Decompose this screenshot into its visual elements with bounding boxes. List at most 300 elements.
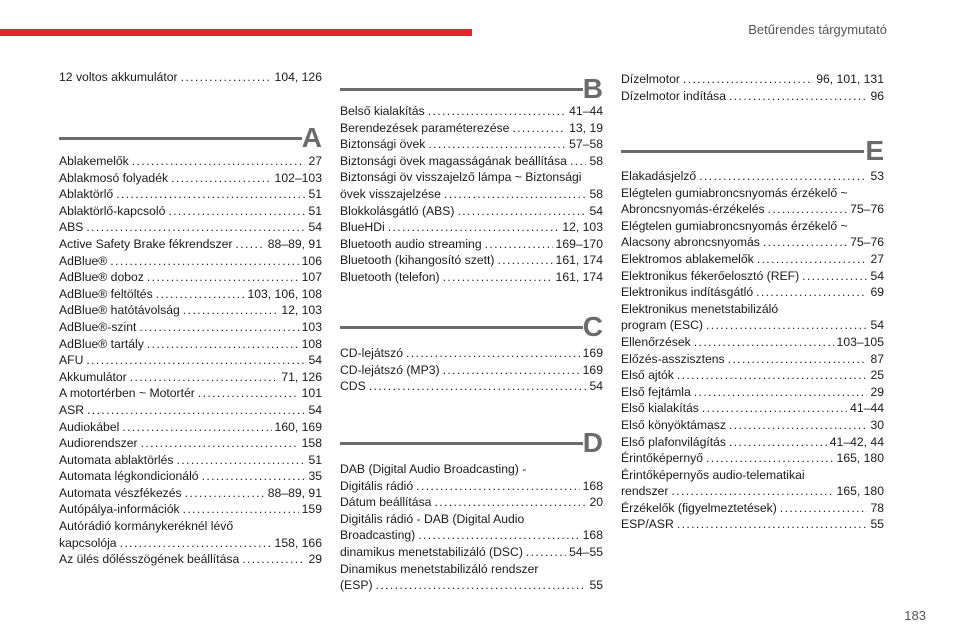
index-entry-text: AdBlue®-szint <box>59 319 137 334</box>
heading-letter: A <box>301 122 322 153</box>
dot-leader <box>185 485 265 502</box>
index-entry-pages: 106 <box>301 253 322 268</box>
index-entry-text: Abroncsnyomás-érzékelés <box>621 202 765 217</box>
index-entry-text: (ESP) <box>340 578 373 593</box>
index-entry-text: Blokkolásgátló (ABS) <box>340 203 455 218</box>
index-entry-pages: 58 <box>589 186 603 201</box>
index-entry-row <box>59 535 322 552</box>
index-entry-text: AdBlue® tartály <box>59 336 144 351</box>
index-entry-row <box>59 186 322 203</box>
index-entry-text: program (ESC) <box>621 318 703 333</box>
index-entry-pages: 168 <box>582 528 603 543</box>
index-entry <box>340 120 603 137</box>
index-entry-text: Ablakmosó folyadék <box>59 170 169 185</box>
heading-rule <box>340 88 583 91</box>
dot-leader <box>768 201 848 218</box>
index-entry-row <box>59 236 322 253</box>
header-accent-bar <box>0 29 472 36</box>
dot-leader <box>147 336 299 353</box>
index-entry-pages: 27 <box>308 154 322 168</box>
dot-leader <box>147 269 299 286</box>
index-entry-text: AdBlue® <box>59 253 108 268</box>
index-entry <box>59 170 322 187</box>
index-entry <box>59 419 322 436</box>
index-entry-text: Dátum beállítása <box>340 495 432 510</box>
index-entry <box>59 253 322 270</box>
index-entry-text-line: Elégtelen gumiabroncsnyomás érzékelő ~ <box>621 185 848 200</box>
dot-leader <box>139 319 298 336</box>
index-entry-row <box>59 385 322 402</box>
dot-leader <box>434 494 586 511</box>
index-entry-pages: 169 <box>582 346 603 360</box>
index-entry-text: Első ajtók <box>621 368 674 383</box>
index-entry <box>621 284 884 301</box>
index-entry <box>621 351 884 368</box>
index-entry-pages: 104, 126 <box>274 70 322 84</box>
index-entry-text: Bluetooth audio streaming <box>340 236 482 251</box>
dot-leader <box>376 577 587 594</box>
index-entry <box>59 452 322 469</box>
index-entry-pages: 58 <box>589 153 603 168</box>
dot-leader <box>512 120 566 137</box>
index-entry-row <box>621 251 884 268</box>
index-entry-text: Dízelmotor indítása <box>621 88 726 103</box>
index-entry <box>59 236 322 253</box>
index-entry <box>59 69 322 86</box>
index-entry-pages: 54 <box>308 402 322 417</box>
index-entry-text: ABS <box>59 220 84 235</box>
index-entry-row <box>340 544 603 561</box>
index-entry <box>59 435 322 452</box>
index-entry-row <box>340 186 603 203</box>
index-entry-row <box>59 153 322 170</box>
index-entry-text: ASR <box>59 402 85 417</box>
index-entry <box>59 336 322 353</box>
index-section-pre <box>59 69 322 86</box>
index-entry-text: Elektromos ablakemelők <box>621 251 754 266</box>
heading-letter: C <box>582 311 603 342</box>
dot-leader <box>702 400 847 417</box>
index-entry <box>59 485 322 502</box>
index-entry-row <box>340 153 603 170</box>
index-entry <box>340 153 603 170</box>
index-section-d <box>340 461 603 594</box>
index-entry <box>340 544 603 561</box>
index-entry-pages: 96, 101, 131 <box>816 72 884 86</box>
dot-leader <box>235 236 264 253</box>
index-entry-pages: 54 <box>308 353 322 368</box>
index-entry-row <box>59 468 322 485</box>
index-entry-row <box>59 203 322 220</box>
index-entry-text: Berendezések paraméterezése <box>340 120 510 135</box>
heading-rule <box>59 137 302 140</box>
index-entry-row <box>59 219 322 236</box>
dot-leader <box>677 367 868 384</box>
index-entry-pages: 29 <box>308 552 322 567</box>
index-entry-text: CD-lejátszó <box>340 346 403 360</box>
index-entry <box>59 468 322 485</box>
index-entry-text: Broadcasting) <box>340 528 416 543</box>
index-entry-text: Automata légkondicionáló <box>59 469 199 484</box>
index-entry-pages: 75–76 <box>850 202 884 217</box>
index-entry-row <box>621 351 884 368</box>
dot-leader <box>728 351 868 368</box>
index-entry-pages: 57–58 <box>569 137 603 152</box>
index-entry-text: Ablaktörlő <box>59 187 114 202</box>
heading-letter: D <box>582 427 603 458</box>
dot-leader <box>168 203 305 220</box>
index-entry-row <box>59 485 322 502</box>
page-number: 183 <box>904 608 926 623</box>
index-entry-row <box>59 253 322 270</box>
index-entry-pages: 103, 106, 108 <box>247 286 322 301</box>
index-entry-pages: 53 <box>870 169 884 183</box>
dot-leader <box>183 302 279 319</box>
index-entry <box>621 450 884 467</box>
index-entry-text: Elektronikus indításgátló <box>621 285 754 300</box>
index-entry <box>621 71 884 88</box>
index-entry-row <box>340 219 603 236</box>
index-entry-row <box>340 478 603 495</box>
index-entry-pages: 103–105 <box>836 334 884 349</box>
dot-leader <box>706 317 867 334</box>
index-entry-text: Bluetooth (telefon) <box>340 269 440 284</box>
dot-leader <box>171 170 271 187</box>
index-section-pre <box>621 71 884 104</box>
index-entry <box>621 467 884 500</box>
heading-letter: E <box>865 135 884 166</box>
index-entry-row <box>340 345 603 362</box>
index-entry <box>621 251 884 268</box>
index-entry <box>340 494 603 511</box>
index-entry-pages: 87 <box>870 351 884 366</box>
heading-rule <box>621 150 864 153</box>
index-entry <box>59 286 322 303</box>
index-entry-row <box>621 234 884 251</box>
index-entry-row <box>340 527 603 544</box>
index-entry-text: Ablaktörlő-kapcsoló <box>59 203 166 218</box>
index-entry-row <box>59 269 322 286</box>
dot-leader <box>120 535 272 552</box>
dot-leader <box>183 501 299 518</box>
dot-leader <box>443 269 553 286</box>
dot-leader <box>570 153 586 170</box>
index-entry-pages: 41–42, 44 <box>829 434 884 449</box>
index-entry <box>59 369 322 386</box>
index-entry <box>340 362 603 379</box>
dot-leader <box>198 385 299 402</box>
dot-leader <box>181 69 272 86</box>
dot-leader <box>406 345 580 362</box>
index-entry <box>621 334 884 351</box>
index-entry-text: Első könyöktámasz <box>621 417 726 432</box>
index-entry <box>340 219 603 236</box>
index-entry <box>340 252 603 269</box>
index-section-a <box>59 153 322 568</box>
index-entry <box>621 88 884 105</box>
index-entry <box>621 268 884 285</box>
dot-leader <box>177 452 306 469</box>
index-entry-pages: 12, 103 <box>281 303 322 318</box>
index-entry <box>621 218 884 251</box>
index-entry-pages: 41–44 <box>569 104 603 118</box>
index-entry-row <box>621 317 884 334</box>
index-entry-row <box>621 168 884 185</box>
index-entry-text: Biztonsági övek magasságának beállítása <box>340 153 567 168</box>
index-entry-text: Első fejtámla <box>621 384 691 399</box>
index-entry-pages: 158, 166 <box>274 535 322 550</box>
index-entry-row <box>59 435 322 452</box>
index-entry-pages: 101 <box>301 386 322 401</box>
index-entry <box>59 385 322 402</box>
index-entry-text: Bluetooth (kihangosító szett) <box>340 253 495 268</box>
index-entry-pages: 88–89, 91 <box>267 485 322 500</box>
index-entry-pages: 88–89, 91 <box>267 236 322 251</box>
index-entry <box>340 511 603 544</box>
heading-rule <box>340 326 583 329</box>
index-entry-row <box>59 452 322 469</box>
index-entry-text: Ellenőrzések <box>621 334 691 349</box>
index-entry-pages: 161, 174 <box>555 253 603 268</box>
dot-leader <box>418 527 579 544</box>
index-entry <box>340 269 603 286</box>
index-entry-text: kapcsolója <box>59 535 117 550</box>
dot-leader <box>706 450 834 467</box>
index-entry-row <box>340 120 603 137</box>
index-entry-text: Alacsony abroncsnyomás <box>621 235 760 250</box>
index-entry-row <box>621 400 884 417</box>
letter-heading-d <box>340 428 603 462</box>
index-entry-pages: 54 <box>870 268 884 283</box>
index-entry-pages: 54 <box>589 203 603 218</box>
dot-leader <box>780 500 868 517</box>
index-entry-pages: 71, 126 <box>281 369 322 384</box>
index-entry-text: BlueHDi <box>340 220 385 235</box>
index-entry <box>621 434 884 451</box>
dot-leader <box>86 352 305 369</box>
index-entry-text: Digitális rádió <box>340 478 414 493</box>
index-entry <box>59 153 322 170</box>
index-entry-row <box>621 417 884 434</box>
index-entry-pages: 54 <box>870 318 884 333</box>
index-entry-text-line: Digitális rádió - DAB (Digital Audio <box>340 511 525 526</box>
index-entry <box>621 417 884 434</box>
index-entry-pages: 54 <box>589 379 603 394</box>
index-entry-row <box>621 384 884 401</box>
dot-leader <box>671 483 833 500</box>
index-entry <box>59 186 322 203</box>
index-entry-row <box>621 88 884 105</box>
index-entry <box>59 518 322 551</box>
dot-leader <box>756 284 867 301</box>
heading-rule <box>340 442 583 445</box>
index-entry-text: CD-lejátszó (MP3) <box>340 362 440 377</box>
index-entry-pages: 161, 174 <box>555 269 603 284</box>
dot-leader <box>369 378 587 395</box>
index-entry-row <box>621 334 884 351</box>
index-entry-pages: 41–44 <box>850 401 884 416</box>
dot-leader <box>428 103 566 120</box>
index-entry-pages: 12, 103 <box>562 220 603 235</box>
index-entry-text: Ablakemelők <box>59 154 129 168</box>
index-entry-pages: 20 <box>589 495 603 510</box>
index-entry-row <box>621 450 884 467</box>
dot-leader <box>443 362 580 379</box>
dot-leader <box>677 516 868 533</box>
dot-leader <box>485 236 553 253</box>
index-entry <box>621 500 884 517</box>
index-entry-pages: 69 <box>870 285 884 300</box>
index-entry-text: Autópálya-információk <box>59 502 180 517</box>
index-entry-row <box>621 367 884 384</box>
dot-leader <box>87 402 305 419</box>
index-entry-pages: 165, 180 <box>836 484 884 499</box>
index-entry-pages: 25 <box>870 368 884 383</box>
index-entry <box>621 384 884 401</box>
index-entry-text: Elektronikus fékerőelosztó (REF) <box>621 268 800 283</box>
dot-leader <box>729 88 867 105</box>
index-entry-row <box>340 269 603 286</box>
page-header-title: Betűrendes tárgymutató <box>748 22 887 37</box>
index-entry <box>621 301 884 334</box>
index-entry-text-line: DAB (Digital Audio Broadcasting) - <box>340 462 527 476</box>
index-entry <box>59 269 322 286</box>
index-entry-row <box>621 201 884 218</box>
index-entry-row <box>59 352 322 369</box>
index-entry-text: AdBlue® doboz <box>59 270 144 285</box>
dot-leader <box>729 417 867 434</box>
dot-leader <box>428 136 566 153</box>
index-entry-row <box>59 302 322 319</box>
dot-leader <box>132 153 306 170</box>
index-entry-row <box>59 369 322 386</box>
index-entry-row <box>59 319 322 336</box>
dot-leader <box>86 219 305 236</box>
index-entry-pages: 51 <box>308 452 322 467</box>
index-entry-pages: 55 <box>589 578 603 593</box>
dot-leader <box>110 253 298 270</box>
index-entry-pages: 51 <box>308 187 322 202</box>
index-entry <box>340 561 603 594</box>
index-entry <box>59 501 322 518</box>
dot-leader <box>526 544 566 561</box>
index-entry-text: Audiokábel <box>59 419 120 434</box>
index-entry-text: CDS <box>340 379 366 394</box>
index-entry-text-line: Érintőképernyős audio-telematikai <box>621 467 805 482</box>
index-entry-pages: 51 <box>308 203 322 218</box>
index-entry-pages: 96 <box>870 88 884 103</box>
index-entry-row <box>621 500 884 517</box>
dot-leader <box>497 252 552 269</box>
index-entry-text: 12 voltos akkumulátor <box>59 70 178 84</box>
index-entry-text: Érzékelők (figyelmeztetések) <box>621 500 777 515</box>
index-entry-pages: 54–55 <box>569 544 603 559</box>
dot-leader <box>116 186 305 203</box>
dot-leader <box>122 419 271 436</box>
index-entry-row <box>621 434 884 451</box>
dot-leader <box>156 286 245 303</box>
index-section-b <box>340 103 603 286</box>
index-entry-pages: 168 <box>582 478 603 493</box>
index-entry-text: Érintőképernyő <box>621 451 703 466</box>
index-entry <box>340 378 603 395</box>
dot-leader <box>388 219 560 236</box>
index-entry-row <box>621 268 884 285</box>
index-entry-pages: 107 <box>301 270 322 285</box>
index-entry-row <box>340 203 603 220</box>
index-section-e <box>621 168 884 533</box>
index-entry <box>340 169 603 202</box>
index-entry-text: A motortérben ~ Motortér <box>59 386 195 401</box>
index-entry-row <box>59 501 322 518</box>
dot-leader <box>757 251 868 268</box>
index-entry-row <box>621 71 884 88</box>
index-entry-text: Elakadásjelző <box>621 169 697 183</box>
index-entry-text: Automata vészfékezés <box>59 485 182 500</box>
index-entry <box>340 236 603 253</box>
index-entry <box>340 103 603 120</box>
index-entry <box>621 516 884 533</box>
index-entry-row <box>621 284 884 301</box>
index-entry-row <box>621 483 884 500</box>
index-entry <box>340 345 603 362</box>
index-entry-text: Az ülés dőlésszögének beállítása <box>59 552 240 567</box>
index-entry-pages: 159 <box>301 502 322 517</box>
dot-leader <box>444 186 587 203</box>
index-entry <box>59 402 322 419</box>
index-entry-row <box>59 419 322 436</box>
dot-leader <box>763 234 847 251</box>
index-entry-pages: 169–170 <box>555 236 603 251</box>
index-entry <box>59 319 322 336</box>
index-entry <box>621 367 884 384</box>
index-entry-text: övek visszajelzése <box>340 186 441 201</box>
index-entry-text: Első kialakítás <box>621 401 699 416</box>
index-entry-text-line: Autórádió kormánykeréknél lévő <box>59 519 234 534</box>
index-entry-row <box>621 516 884 533</box>
letter-heading-c <box>340 312 603 346</box>
index-entry-row <box>59 336 322 353</box>
index-entry-pages: 27 <box>870 251 884 266</box>
index-entry-row <box>340 362 603 379</box>
index-entry-text: Belső kialakítás <box>340 104 425 118</box>
letter-heading-e <box>621 136 884 170</box>
index-entry-text: Dízelmotor <box>621 72 680 86</box>
index-entry-text: AdBlue® hatótávolság <box>59 303 180 318</box>
index-entry-text: Előzés-asszisztens <box>621 351 725 366</box>
index-entry <box>59 551 322 568</box>
index-entry-text-line: Elektronikus menetstabilizáló <box>621 301 779 316</box>
dot-leader <box>729 434 827 451</box>
index-entry-text-line: Elégtelen gumiabroncsnyomás érzékelő ~ <box>621 218 848 233</box>
index-entry-pages: 169 <box>582 362 603 377</box>
dot-leader <box>457 203 586 220</box>
index-section-c <box>340 345 603 395</box>
dot-leader <box>242 551 305 568</box>
index-entry <box>59 352 322 369</box>
index-entry-pages: 29 <box>870 384 884 399</box>
dot-leader <box>694 334 834 351</box>
index-entry <box>59 302 322 319</box>
index-entry-text: ESP/ASR <box>621 517 674 532</box>
index-entry-pages: 35 <box>308 469 322 484</box>
index-entry-text: rendszer <box>621 484 669 499</box>
index-entry-row <box>59 170 322 187</box>
index-entry-text: Audiorendszer <box>59 436 138 451</box>
dot-leader <box>130 369 279 386</box>
index-entry <box>340 461 603 494</box>
index-entry <box>59 219 322 236</box>
